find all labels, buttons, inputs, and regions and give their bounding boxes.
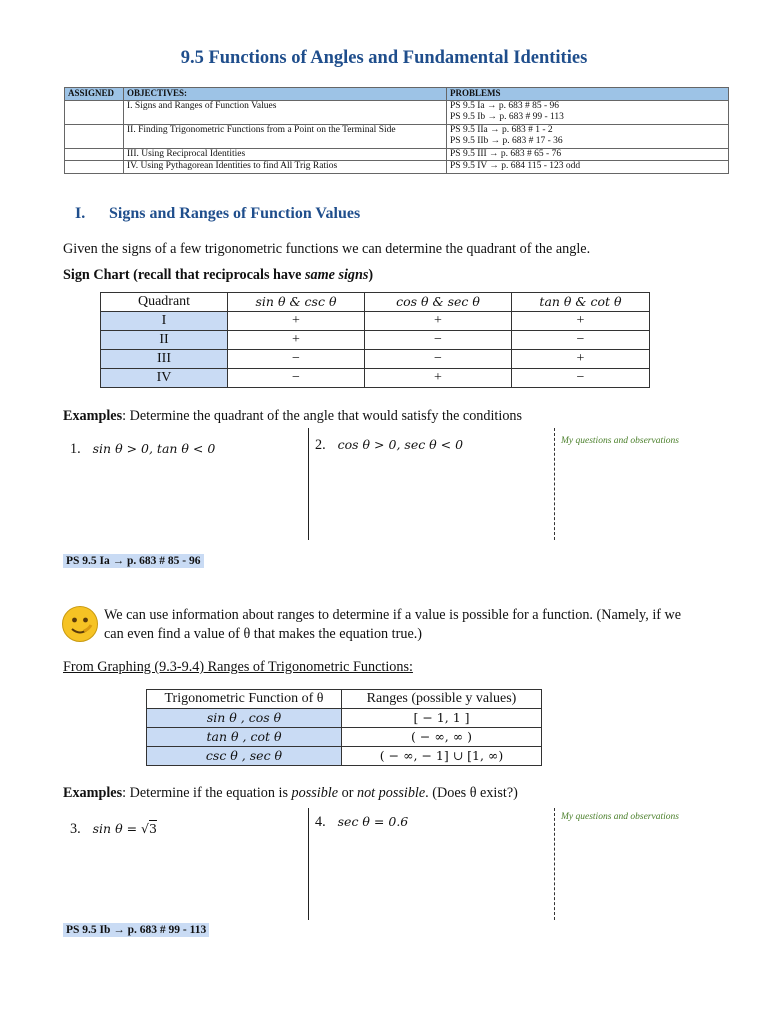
sign-row (101, 312, 650, 331)
example-expression: sin θ = (92, 821, 142, 836)
not-possible-word: not possible (356, 785, 426, 801)
sign-chart-label (63, 267, 373, 284)
sign-chart-close: ) (368, 267, 374, 283)
problem-line: PS 9.5 Ib → p. 683 # 99 - 113 (450, 112, 564, 122)
ranges-heading: From Graphing (9.3-9.4) Ranges of Trigonometric Functions: (63, 659, 413, 675)
page-title: 9.5 Functions of Angles and Fundamental Identities (180, 48, 588, 68)
sign-cell: + (512, 350, 650, 369)
radicand: 3 (149, 821, 157, 836)
sign-cell: − (228, 350, 365, 369)
square-root-icon: √ (141, 821, 149, 836)
objective-cell: III. Using Reciprocal Identities (124, 148, 447, 161)
possible-word: possible (291, 785, 339, 801)
ranges-intro: We can use information about ranges to determine if a value is possible for a function. (Namely, if we can even find a value of θ that makes the equation true.) (104, 607, 682, 642)
example-number: 4. (315, 814, 326, 830)
example-number: 3. (70, 821, 81, 837)
range-cell: ( − ∞, ∞ ) (342, 728, 542, 747)
sign-cell: − (512, 331, 650, 350)
objective-row (65, 100, 729, 124)
examples-label: Examples (63, 785, 123, 801)
example-number: 1. (70, 441, 81, 457)
sign-cell: + (512, 312, 650, 331)
sign-chart-header-row (101, 293, 650, 312)
objective-row (65, 124, 729, 148)
example-1 (70, 440, 215, 458)
quadrant-cell: I (101, 312, 228, 331)
quadrant-cell: II (101, 331, 228, 350)
examples-text: : Determine if the equation is (122, 785, 292, 801)
sign-cell: + (365, 312, 512, 331)
examples-text-end: . (Does θ exist?) (425, 785, 518, 801)
sign-row (101, 331, 650, 350)
or-word: or (338, 785, 357, 801)
range-cell: ( − ∞, − 1] ∪ [1, ∞) (342, 747, 542, 766)
sign-header-cos-sec: cos θ & sec θ (365, 293, 512, 312)
ps-ib-label (63, 920, 209, 938)
problems-cell (447, 124, 729, 148)
objectives-header-row (65, 88, 729, 101)
function-cell: sin θ , cos θ (147, 709, 342, 728)
sign-header-tan-cot: tan θ & cot θ (512, 293, 650, 312)
sign-row (101, 369, 650, 388)
examples-label: Examples (63, 408, 123, 424)
objective-cell: I. Signs and Ranges of Function Values (124, 100, 447, 124)
example-expression: sin θ > 0, tan θ < 0 (92, 441, 216, 456)
intro-text: Given the signs of a few trigonometric functions we can determine the quadrant of the angle. (63, 241, 591, 257)
ranges-table (146, 689, 542, 766)
section-heading (75, 205, 360, 223)
sign-header-sin-csc: sin θ & csc θ (228, 293, 365, 312)
sign-cell: + (228, 312, 365, 331)
thinking-face-icon (62, 606, 98, 642)
practice-set-badge: PS 9.5 Ia → p. 683 # 85 - 96 (63, 554, 204, 568)
range-row (147, 709, 542, 728)
function-cell: tan θ , cot θ (147, 728, 342, 747)
problem-line: PS 9.5 IIa → p. 683 # 1 - 2 (450, 124, 553, 135)
example-number: 2. (315, 437, 326, 453)
example-2 (315, 436, 463, 454)
sign-chart-table (100, 292, 650, 388)
quadrant-cell: III (101, 350, 228, 369)
header-problems: PROBLEMS (447, 88, 729, 101)
section-number: I. (75, 205, 86, 222)
function-cell: csc θ , sec θ (147, 747, 342, 766)
sign-cell: − (365, 331, 512, 350)
range-row (147, 747, 542, 766)
assigned-cell[interactable] (65, 100, 124, 124)
examples1-instructions (63, 408, 522, 425)
problems-cell (447, 100, 729, 124)
sign-cell: − (512, 369, 650, 388)
example-4 (315, 813, 408, 831)
example-expression: cos θ > 0, sec θ < 0 (337, 437, 464, 452)
range-row (147, 728, 542, 747)
dashed-divider (554, 428, 555, 540)
sign-cell: + (228, 331, 365, 350)
ranges-header-values: Ranges (possible y values) (342, 690, 542, 709)
problem-line: PS 9.5 IIb → p. 683 # 17 - 36 (450, 136, 563, 146)
examples-text: : Determine the quadrant of the angle that would satisfy the conditions (122, 408, 523, 424)
ranges-header-function: Trigonometric Function of θ (147, 690, 342, 709)
sign-row (101, 350, 650, 369)
ps-ia-label (63, 551, 204, 569)
problems-cell: PS 9.5 IV → p. 684 115 - 123 odd (447, 161, 729, 174)
problems-cell: PS 9.5 III → p. 683 # 65 - 76 (447, 148, 729, 161)
notes-label: My questions and observations (561, 436, 679, 446)
quadrant-cell: IV (101, 369, 228, 388)
assigned-cell[interactable] (65, 124, 124, 148)
objective-cell: IV. Using Pythagorean Identities to find All Trig Ratios (124, 161, 447, 174)
divider-line (308, 428, 309, 540)
range-cell: [ − 1, 1 ] (342, 709, 542, 728)
practice-set-badge: PS 9.5 Ib → p. 683 # 99 - 113 (63, 923, 209, 937)
header-assigned: ASSIGNED (65, 88, 124, 101)
notes-label: My questions and observations (561, 812, 679, 822)
assigned-cell[interactable] (65, 148, 124, 161)
objective-cell: II. Finding Trigonometric Functions from a Point on the Terminal Side (124, 124, 447, 148)
objectives-table (64, 87, 729, 174)
divider-line (308, 808, 309, 920)
problem-line: PS 9.5 Ia → p. 683 # 85 - 96 (450, 100, 559, 111)
objective-row (65, 148, 729, 161)
sign-chart-label-text: Sign Chart (recall that reciprocals have (63, 267, 305, 283)
sign-cell: − (228, 369, 365, 388)
dashed-divider (554, 808, 555, 920)
sign-cell: + (365, 369, 512, 388)
example-3 (70, 820, 157, 838)
sign-header-quadrant: Quadrant (101, 293, 228, 312)
sign-cell: − (365, 350, 512, 369)
section-title: Signs and Ranges of Function Values (109, 205, 361, 222)
ranges-header-row (147, 690, 542, 709)
sign-chart-emphasis: same signs (304, 267, 369, 283)
example-expression: sec θ = 0.6 (337, 814, 409, 829)
objective-row (65, 161, 729, 174)
header-objectives: OBJECTIVES: (124, 88, 447, 101)
assigned-cell[interactable] (65, 161, 124, 174)
examples2-instructions (63, 785, 518, 802)
